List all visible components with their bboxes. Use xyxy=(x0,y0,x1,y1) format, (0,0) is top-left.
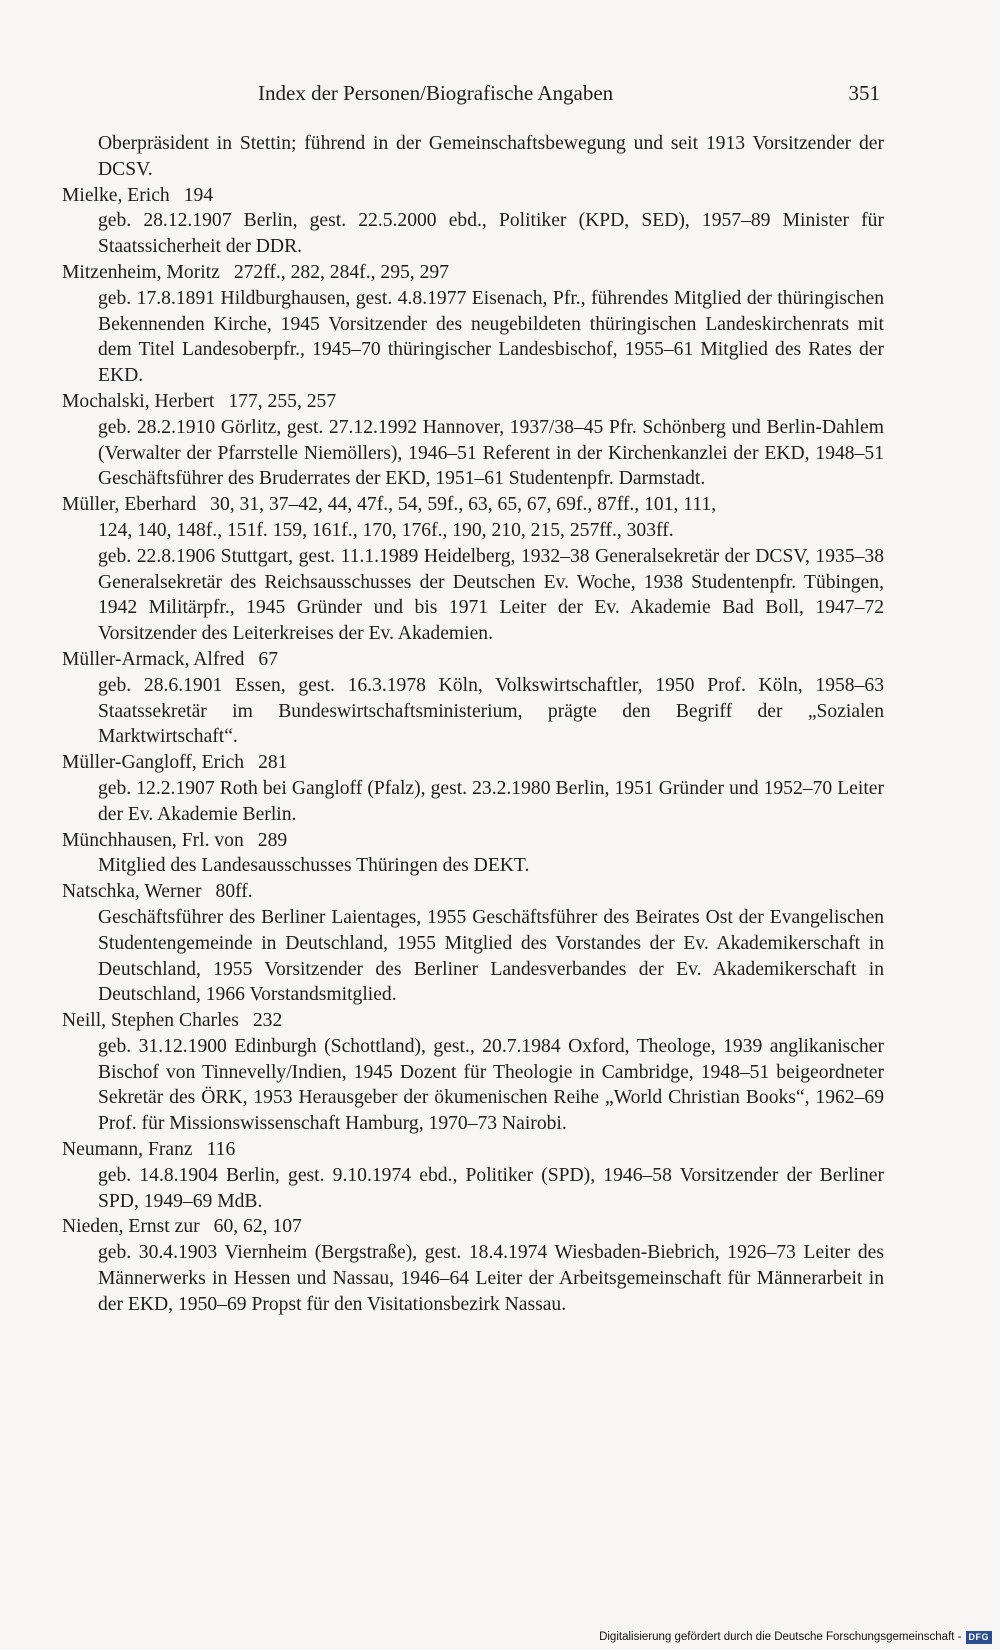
entry-pages-continued: 124, 140, 148f., 151f. 159, 161f., 170, 176f., 190, 210, 215, 257ff., 303ff. xyxy=(98,519,674,541)
entry-bio: geb. 12.2.1907 Roth bei Gangloff (Pfalz), gest. 23.2.1980 Berlin, 1951 Gründer und 1952–70 Leiter der Ev. Akademie Berlin. xyxy=(98,777,884,825)
entry-pages: 177, 255, 257 xyxy=(228,390,337,412)
entry-name: Neumann, Franz xyxy=(62,1139,193,1161)
entry-pages: 289 xyxy=(257,829,288,851)
entry-pages: 116 xyxy=(206,1139,236,1161)
entry-name: Münchhausen, Frl. von xyxy=(62,829,244,851)
entry-pages: 232 xyxy=(252,1010,283,1032)
entry-name: Müller-Armack, Alfred xyxy=(62,648,245,670)
entry-bio: Oberpräsident in Stettin; führend in der Gemeinschaftsbewegung und seit 1913 Vorsitzender der DCSV. xyxy=(98,133,884,180)
entry-name: Müller-Gangloff, Erich xyxy=(62,752,245,774)
entry-name: Mitzenheim, Moritz xyxy=(62,261,220,283)
index-entry xyxy=(62,389,884,492)
entry-bio: geb. 31.12.1900 Edinburgh (Schottland), gest., 20.7.1984 Oxford, Theologe, 1939 anglikanischer Bischof von Tinnevelly/Indien, 1945 Dozent für Theologie in Cambridge, 1948–51 beigeordneter Sekretär des ÖRK, 1953 Herausgeber der ökumenischen Reihe „World Christian Books“, 1962–69 Prof. für Missionswissenschaft Hamburg, 1970–73 Nairobi. xyxy=(98,1035,884,1135)
entry-name: Mielke, Erich xyxy=(62,184,170,206)
entry-pages: 272ff., 282, 284f., 295, 297 xyxy=(233,261,449,283)
running-head-title: Index der Personen/Biografische Angaben xyxy=(258,81,614,105)
index-entry-continuation xyxy=(62,131,884,183)
entry-name: Mochalski, Herbert xyxy=(62,390,215,412)
index-entries xyxy=(62,131,884,1318)
entry-bio: geb. 22.8.1906 Stuttgart, gest. 11.1.1989 Heidelberg, 1932–38 Generalsekretär der DCSV, 1935–38 Generalsekretär des Reichsausschusses der Deutschen Ev. Woche, 1938 Studentenpfr. Tübingen, 1942 Militärpfr., 1945 Gründer und bis 1971 Leiter der Ev. Akademie Bad Boll, 1947–72 Vorsitzender des Leiterkreises der Ev. Akademien. xyxy=(98,545,884,645)
index-entry xyxy=(62,647,884,750)
index-entry xyxy=(62,260,884,389)
entry-name: Natschka, Werner xyxy=(62,881,202,903)
entry-name: Neill, Stephen Charles xyxy=(62,1010,239,1032)
entry-bio: geb. 17.8.1891 Hildburghausen, gest. 4.8.1977 Eisenach, Pfr., führendes Mitglied der thüringischen Bekennenden Kirche, 1945 Vorsitzender des neugebildeten thüringischen Landeskirchenrats mit dem Titel Landesoberpfr., 1945–70 thüringischer Landesbischof, 1955–61 Mitglied des Rates der EKD. xyxy=(98,287,884,387)
entry-name: Müller, Eberhard xyxy=(62,494,197,516)
footer-text: Digitalisierung gefördert durch die Deutsche Forschungsgemeinschaft - xyxy=(599,1631,962,1643)
index-entry xyxy=(62,1008,884,1137)
index-entry xyxy=(62,492,884,647)
entry-bio: Mitglied des Landesausschusses Thüringen des DEKT. xyxy=(98,855,530,877)
entry-bio: geb. 14.8.1904 Berlin, gest. 9.10.1974 ebd., Politiker (SPD), 1946–58 Vorsitzender der Berliner SPD, 1949–69 MdB. xyxy=(98,1164,884,1212)
index-entry xyxy=(62,879,884,1008)
index-entry xyxy=(62,828,884,880)
entry-pages: 80ff. xyxy=(215,881,253,903)
index-entry xyxy=(62,183,884,260)
entry-bio: geb. 28.6.1901 Essen, gest. 16.3.1978 Köln, Volkswirtschaftler, 1950 Prof. Köln, 1958–63 Staatssekretär im Bundeswirtschaftsministerium, prägte den Begriff der „Sozialen Marktwirtschaft“. xyxy=(98,674,884,748)
index-entry xyxy=(62,750,884,827)
entry-pages: 281 xyxy=(258,752,288,774)
entry-name: Nieden, Ernst zur xyxy=(62,1216,200,1238)
entry-pages: 67 xyxy=(258,648,279,670)
page-number: 351 xyxy=(848,81,880,105)
entry-bio: geb. 28.2.1910 Görlitz, gest. 27.12.1992 Hannover, 1937/38–45 Pfr. Schönberg und Berlin-Dahlem (Verwalter der Pfarrstelle Niemöllers), 1946–51 Referent in der Kirchenkanzlei der EKD, 1948–51 Geschäftsführer des Bruderrates der EKD, 1951–61 Studentenpfr. Darmstadt. xyxy=(98,416,884,490)
entry-bio: geb. 30.4.1903 Viernheim (Bergstraße), gest. 18.4.1974 Wiesbaden-Biebrich, 1926–73 Leiter des Männerwerks in Hessen und Nassau, 1946–64 Leiter der Arbeitsgemeinschaft für Männerarbeit in der EKD, 1950–69 Propst für den Visitationsbezirk Nassau. xyxy=(98,1242,884,1315)
running-head xyxy=(258,78,880,108)
index-entry xyxy=(62,1214,884,1317)
entry-bio: Geschäftsführer des Berliner Laientages, 1955 Geschäftsführer des Beirates Ost der Evangelischen Studentengemeinde in Deutschland, 1955 Mitglied des Vorstandes der Ev. Akademikerschaft in Deutschland, 1955 Vorsitzender des Berliner Landesverbandes der Ev. Akademikerschaft in Deutschland, 1966 Vorstandsmitglied. xyxy=(98,906,884,1006)
digitization-footer xyxy=(599,1628,992,1646)
entry-pages: 60, 62, 107 xyxy=(213,1216,302,1238)
dfg-logo-icon: DFG xyxy=(966,1631,993,1644)
entry-pages: 194 xyxy=(183,184,214,206)
entry-pages: 30, 31, 37–42, 44, 47f., 54, 59f., 63, 65, 67, 69f., 87ff., 101, 111, xyxy=(210,494,717,516)
index-entry xyxy=(62,1137,884,1214)
entry-bio: geb. 28.12.1907 Berlin, gest. 22.5.2000 ebd., Politiker (KPD, SED), 1957–89 Minister für Staatssicherheit der DDR. xyxy=(98,210,884,258)
